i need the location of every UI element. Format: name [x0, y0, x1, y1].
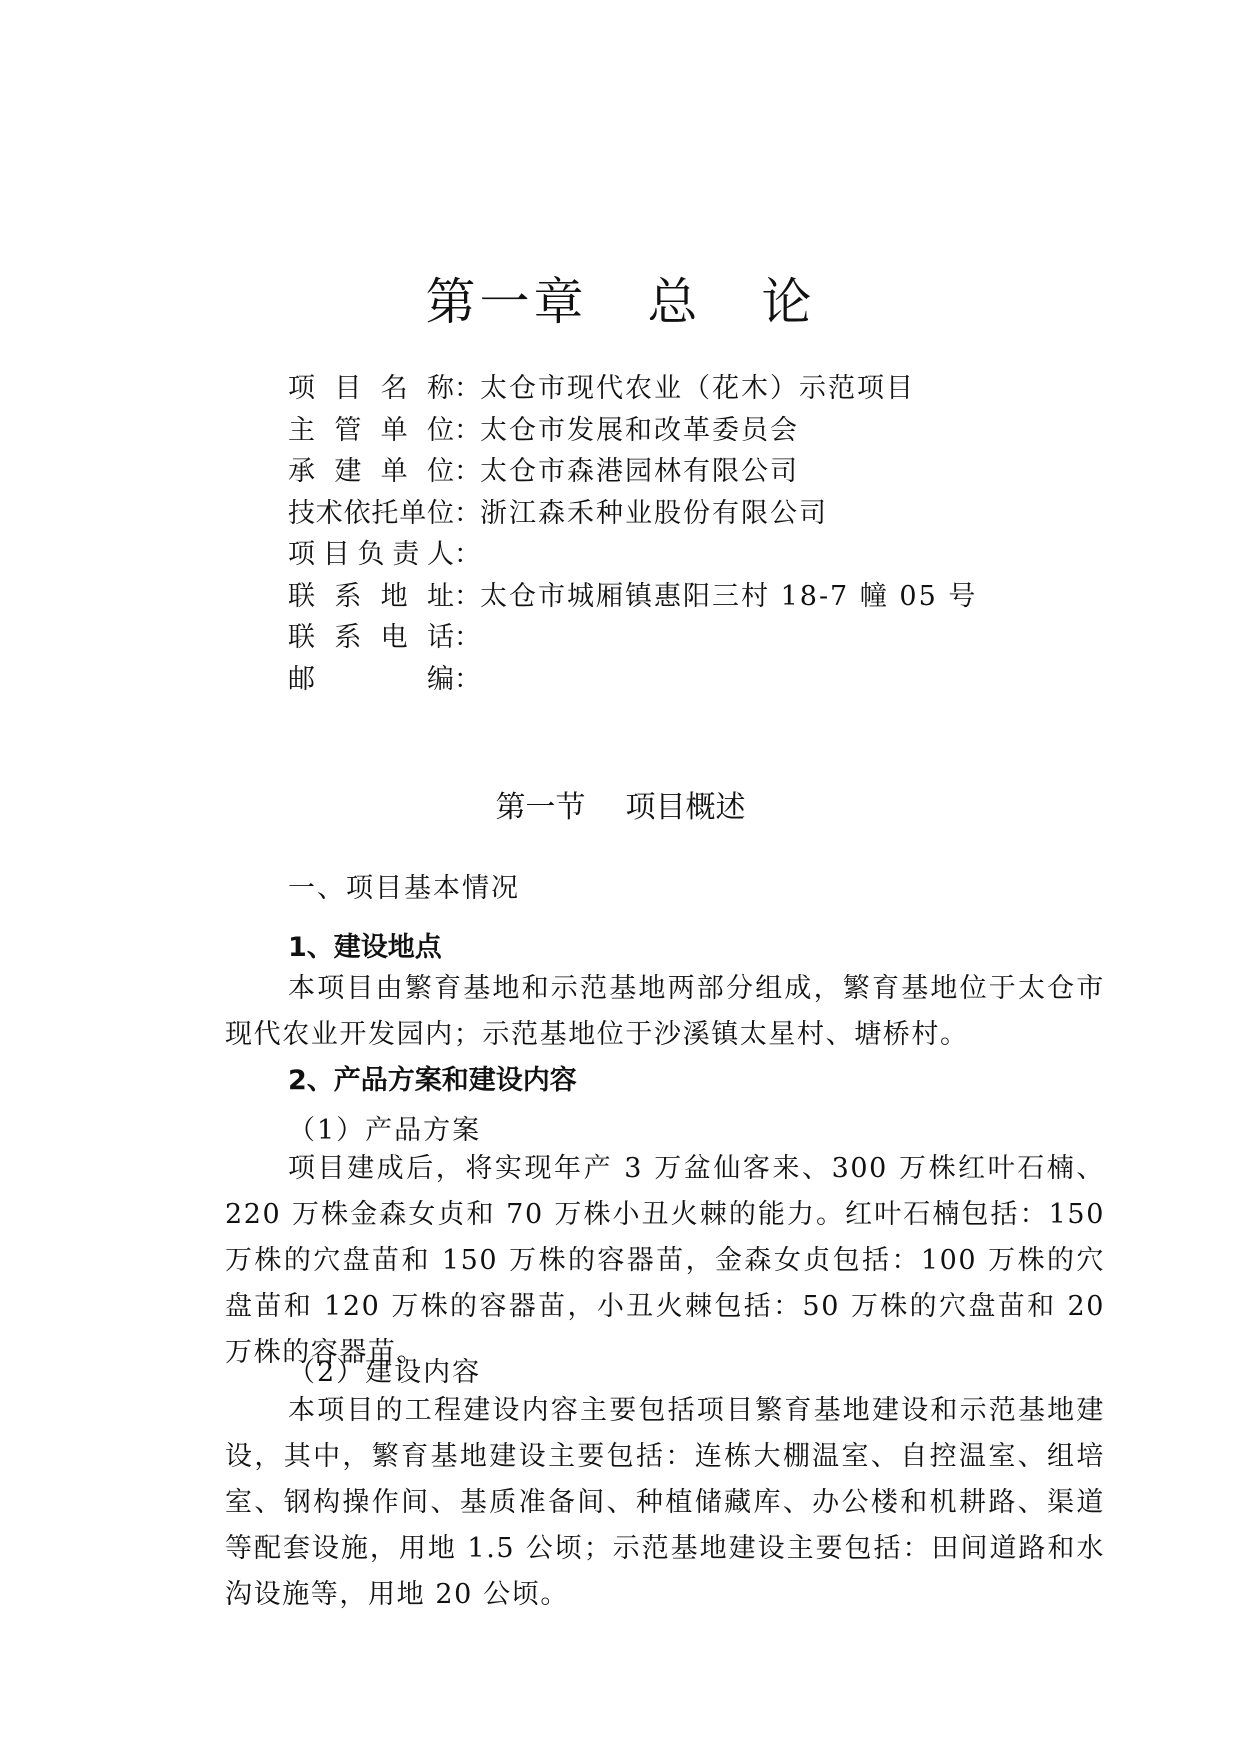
info-label: 联系电话 [288, 622, 454, 653]
info-label: 项目负责人 [288, 539, 454, 570]
section-number: 第一节 [495, 790, 586, 825]
info-colon: ： [454, 663, 481, 695]
info-label: 承建单位 [288, 456, 454, 487]
chapter-word-2: 论 [761, 273, 816, 331]
info-colon: ： [454, 497, 481, 529]
info-colon: ： [454, 373, 481, 404]
paragraph-location: 本项目由繁育基地和示范基地两部分组成，繁育基地位于太仓市现代农业开发园内；示范基地位于沙溪镇太星村、塘桥村。 [225, 973, 1105, 1050]
info-colon: ： [454, 539, 481, 570]
info-colon: ： [454, 580, 481, 612]
heading-products-construction: 2、产品方案和建设内容 [288, 1065, 577, 1096]
info-row-address [288, 576, 1108, 618]
info-value [470, 659, 480, 701]
paragraph-product-plan: 项目建成后，将实现年产 3 万盆仙客来、300 万株红叶石楠、220 万株金森女贞和 70 万株小丑火棘的能力。红叶石楠包括：150 万株的穴盘苗和 150 万株的容器苗，金森女贞包括：100 万株的穴盘苗和 120 万株的容器苗，小丑火棘包括：50 万株的穴盘苗和 20 万株的容器苗。 [225, 1153, 1105, 1368]
chapter-word-1: 总 [647, 273, 702, 331]
chapter-number: 第一章 [425, 273, 588, 331]
info-row-project-name [288, 368, 1108, 410]
project-info-block [288, 368, 1108, 700]
info-row-technical-support [288, 493, 1108, 535]
heading-basic-info: 一、项目基本情况 [288, 873, 520, 904]
section-name: 项目概述 [625, 790, 746, 825]
info-value: 太仓市森港园林有限公司 [480, 456, 799, 487]
info-value: 太仓市城厢镇惠阳三村 18-7 幢 05 号 [480, 580, 978, 612]
info-row-project-leader [288, 534, 1108, 576]
paragraph-construction-content: 本项目的工程建设内容主要包括项目繁育基地建设和示范基地建设，其中，繁育基地建设主要包括：连栋大棚温室、自控温室、组培室、钢构操作间、基质准备间、种植储藏库、办公楼和机耕路、渠道等配套设施，用地 1.5 公顷；示范基地建设主要包括：田间道路和水沟设施等，用地 20 公顷。 [225, 1395, 1105, 1610]
info-row-postcode [288, 659, 1108, 701]
info-row-supervising-unit [288, 410, 1108, 452]
info-colon: ： [454, 414, 481, 446]
heading-location: 1、建设地点 [288, 932, 442, 963]
info-row-phone [288, 617, 1108, 659]
info-value [470, 617, 480, 659]
info-label: 联系地址 [288, 580, 454, 612]
chapter-title [0, 262, 1241, 334]
info-label: 项目名称 [288, 373, 454, 404]
info-label: 技术依托单位 [288, 497, 454, 529]
info-label: 主管单位 [288, 414, 454, 446]
info-value: 太仓市发展和改革委员会 [480, 414, 799, 446]
info-value: 太仓市现代农业（花木）示范项目 [480, 373, 915, 404]
info-row-construction-unit [288, 451, 1108, 493]
info-value: 浙江森禾种业股份有限公司 [480, 497, 828, 529]
info-colon: ： [454, 622, 481, 653]
heading-product-plan: （1）产品方案 [288, 1115, 482, 1146]
section-title [0, 782, 1241, 826]
info-value [470, 534, 480, 576]
info-colon: ： [454, 456, 481, 487]
info-label: 邮编 [288, 663, 454, 695]
heading-construction-content: （2）建设内容 [288, 1357, 482, 1388]
